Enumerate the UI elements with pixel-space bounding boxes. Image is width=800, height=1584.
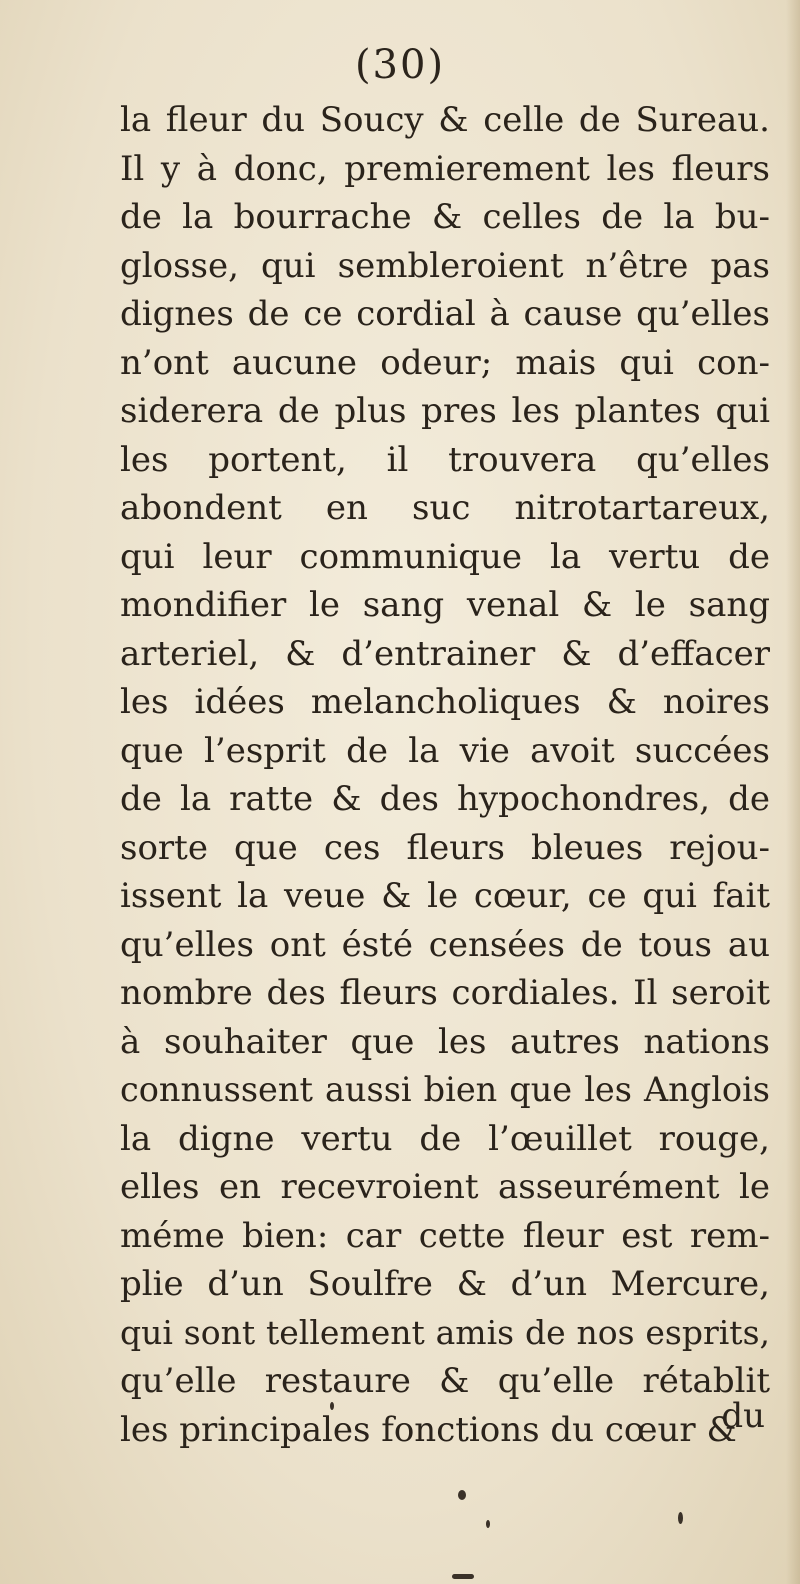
text-line-17: issent la veue & le cœur, ce qui fait (120, 876, 770, 916)
text-line-8: les portent, il trouvera qu’elles (120, 439, 770, 480)
text-line-5: dignes de ce cordial à cause qu’elles (120, 294, 770, 334)
text-line-9: abondent en suc nitrotartareux, (120, 488, 770, 528)
ink-speck (458, 1490, 466, 1500)
ink-speck (330, 1402, 334, 1410)
text-line-27: qu’elle restaure & qu’elle rétablit (120, 1361, 770, 1401)
page-edge-shadow (786, 0, 800, 1584)
text-line-7: siderera de plus pres les plantes qui (120, 391, 770, 431)
text-line-13: les idées melancholiques & noires (120, 682, 770, 722)
text-line-22: la digne vertu de l’œuillet rouge, (120, 1118, 770, 1159)
body-text (120, 96, 770, 1454)
ink-speck (452, 1574, 474, 1579)
text-line-14: que l’esprit de la vie avoit succées (120, 730, 770, 771)
text-line-25: plie d’un Soulfre & d’un Mercure, (120, 1264, 770, 1304)
text-line-11: mondifier le sang venal & le sang (120, 585, 770, 625)
text-line-24: méme bien: car cette fleur est rem- (120, 1215, 770, 1256)
ink-speck (678, 1512, 683, 1524)
text-line-26: qui sont tellement amis de nos esprits, (120, 1312, 770, 1352)
text-line-21: connussent aussi bien que les Anglois (120, 1070, 770, 1109)
text-line-6: n’ont aucune odeur; mais qui con- (120, 342, 770, 383)
text-line-1: la fleur du Soucy & celle de Sureau. (120, 100, 770, 140)
text-line-10: qui leur communique la vertu de (120, 536, 770, 577)
text-line-4: glosse, qui sembleroient n’être pas (120, 245, 770, 286)
text-line-12: arteriel, & d’entrainer & d’effacer (120, 633, 770, 674)
text-line-3: de la bourrache & celles de la bu- (120, 197, 770, 237)
text-line-19: nombre des fleurs cordiales. Il seroit (120, 973, 770, 1013)
text-line-28: les principales fonctions du cœur & (120, 1409, 737, 1450)
page-number: (30) (354, 42, 446, 88)
text-line-18: qu’elles ont ésté censées de tous au (120, 924, 770, 965)
text-line-23: elles en recevroient asseurément le (120, 1167, 770, 1207)
text-line-16: sorte que ces fleurs bleues rejou- (120, 827, 770, 868)
ink-speck (486, 1520, 490, 1528)
text-line-15: de la ratte & des hypochondres, de (120, 779, 770, 819)
catchword: du (721, 1396, 765, 1436)
text-line-20: à souhaiter que les autres nations (120, 1021, 770, 1062)
text-line-2: Il y à donc, premierement les fleurs (120, 148, 770, 189)
